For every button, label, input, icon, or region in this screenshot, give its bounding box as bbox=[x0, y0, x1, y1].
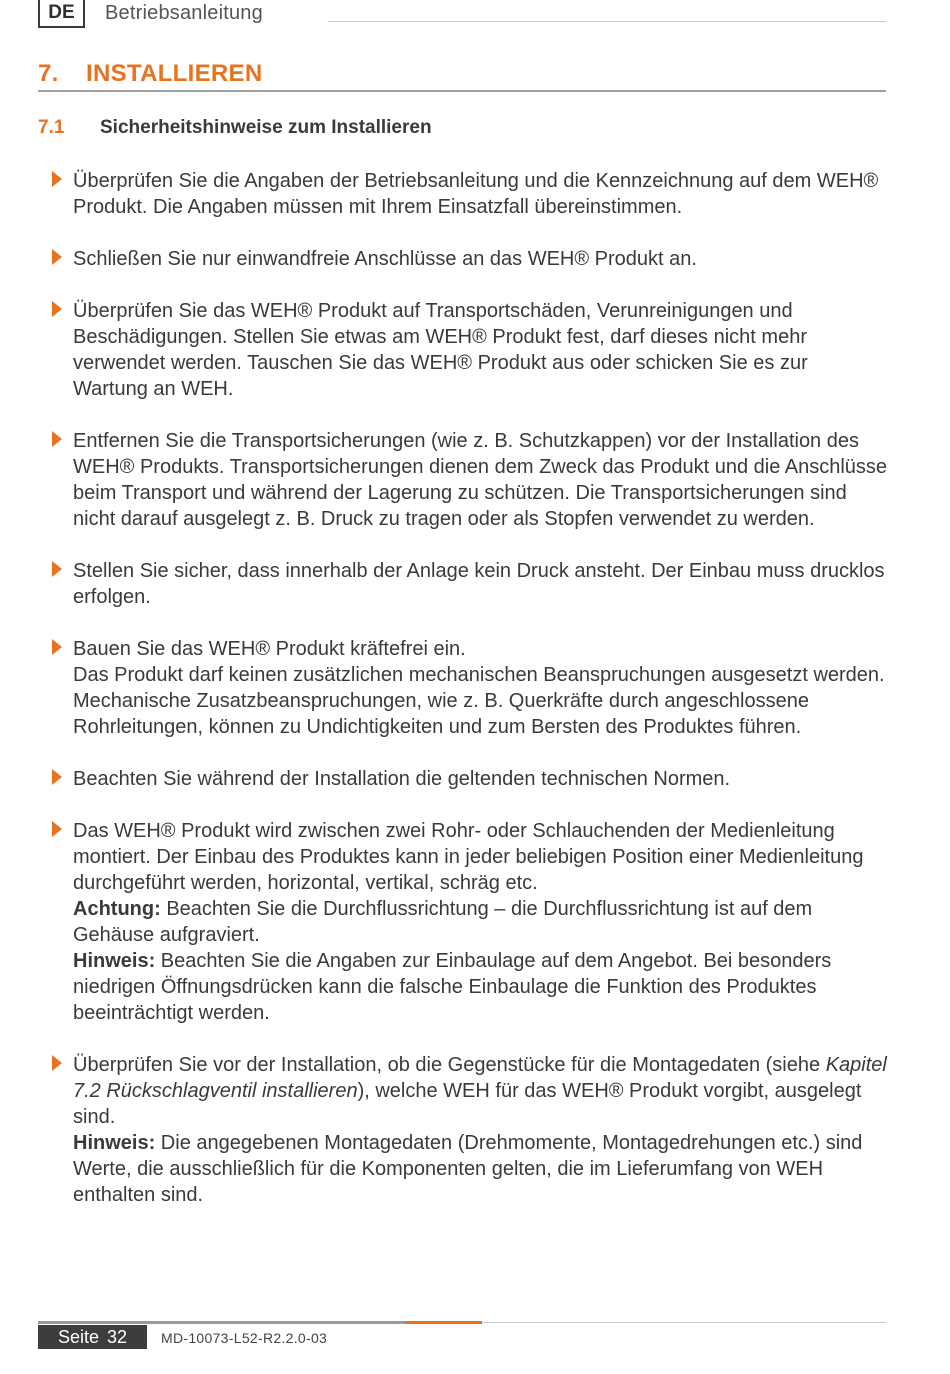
note-label: Achtung: bbox=[73, 898, 161, 920]
paragraph-text: Die angegebenen Montagedaten (Drehmomente, Montagedrehungen etc.) sind Werte, die ausschließlich für die Komponenten gelten, die im Lieferumfang von WEH enthalten sind. bbox=[73, 1132, 863, 1206]
list-item-paragraph bbox=[73, 1130, 888, 1208]
list-item bbox=[52, 1052, 888, 1208]
chapter-cross-reference: Kapitel 7.2 Rückschlagventil installieren bbox=[73, 1054, 887, 1102]
paragraph-text: Entfernen Sie die Transportsicherungen (wie z. B. Schutzkappen) vor der Installation des WEH® Produkts. Transportsicherungen dienen dem Zweck das Produkt und die Anschlüsse beim Transport und während der Lagerung zu schützen. Die Transportsicherungen sind nicht darauf ausgelegt z. B. Druck zu tragen oder als Stopfen verwendet zu werden. bbox=[73, 430, 888, 530]
triangle-bullet-icon bbox=[52, 431, 62, 447]
header-rule bbox=[328, 21, 886, 22]
chapter-number: 7. bbox=[38, 60, 59, 87]
paragraph-text: ), welche WEH für das WEH® Produkt vorgibt, ausgelegt sind. bbox=[73, 1080, 862, 1128]
paragraph-text: Stellen Sie sicher, dass innerhalb der Anlage kein Druck ansteht. Der Einbau muss drucklos erfolgen. bbox=[73, 560, 885, 608]
note-label: Hinweis: bbox=[73, 1132, 156, 1154]
list-item bbox=[52, 428, 888, 532]
paragraph-text: Schließen Sie nur einwandfreie Anschlüsse an das WEH® Produkt an. bbox=[73, 248, 697, 270]
section-title: Sicherheitshinweise zum Installieren bbox=[100, 117, 432, 138]
list-item-paragraph bbox=[73, 948, 888, 1026]
list-item-paragraph bbox=[73, 818, 888, 896]
list-item bbox=[52, 168, 888, 220]
paragraph-text: Überprüfen Sie vor der Installation, ob die Gegenstücke für die Montagedaten (siehe bbox=[73, 1054, 826, 1076]
list-item bbox=[52, 636, 888, 740]
paragraph-text: Beachten Sie während der Installation die geltenden technischen Normen. bbox=[73, 768, 731, 790]
page-label: Seite bbox=[57, 1326, 99, 1347]
page-header bbox=[38, 0, 886, 32]
document-code: MD-10073-L52-R2.2.0-03 bbox=[161, 1330, 328, 1346]
list-item-paragraph bbox=[73, 636, 888, 662]
list-item-paragraph bbox=[73, 298, 888, 402]
paragraph-text: Bauen Sie das WEH® Produkt kräftefrei ein. bbox=[73, 638, 466, 660]
paragraph-text: Beachten Sie die Angaben zur Einbaulage auf dem Angebot. Bei besonders niedrigen Öffnungsdrücken kann die falsche Einbaulage die Funktion des Produktes beeinträchtigt werden. bbox=[73, 950, 832, 1024]
list-item-paragraph bbox=[73, 662, 888, 740]
footer-rule-gray bbox=[38, 1321, 405, 1324]
triangle-bullet-icon bbox=[52, 171, 62, 187]
chapter-heading bbox=[38, 60, 886, 92]
page-number-box bbox=[38, 1325, 147, 1349]
section-number: 7.1 bbox=[38, 117, 65, 138]
language-badge: DE bbox=[38, 0, 85, 28]
footer-rule bbox=[482, 1322, 886, 1323]
chapter-title: INSTALLIEREN bbox=[86, 60, 263, 87]
triangle-bullet-icon bbox=[52, 769, 62, 785]
footer-rule-accent bbox=[405, 1321, 482, 1324]
page-footer bbox=[38, 1319, 886, 1351]
list-item-paragraph bbox=[73, 246, 888, 272]
list-item bbox=[52, 818, 888, 1026]
list-item bbox=[52, 246, 888, 272]
list-item bbox=[52, 558, 888, 610]
list-item-paragraph bbox=[73, 896, 888, 948]
paragraph-text: Überprüfen Sie das WEH® Produkt auf Transportschäden, Verunreinigungen und Beschädigungen. Stellen Sie etwas am WEH® Produkt fest, darf dieses nicht mehr verwendet werden. Tauschen Sie das WEH® Produkt aus oder schicken Sie es zur Wartung an WEH. bbox=[73, 300, 808, 400]
list-item-paragraph bbox=[73, 428, 888, 532]
document-type: Betriebsanleitung bbox=[105, 2, 263, 24]
list-item-paragraph bbox=[73, 1052, 888, 1130]
triangle-bullet-icon bbox=[52, 249, 62, 265]
triangle-bullet-icon bbox=[52, 639, 62, 655]
triangle-bullet-icon bbox=[52, 301, 62, 317]
paragraph-text: Das Produkt darf keinen zusätzlichen mechanischen Beanspruchungen ausgesetzt werden. Mechanische Zusatzbeanspruchungen, wie z. B. Querkräfte durch angeschlossene Rohrleitungen, können zu Undichtigkeiten und zum Bersten des Produktes führen. bbox=[73, 664, 885, 738]
list-item-paragraph bbox=[73, 168, 888, 220]
paragraph-text: Überprüfen Sie die Angaben der Betriebsanleitung und die Kennzeichnung auf dem WEH® Produkt. Die Angaben müssen mit Ihrem Einsatzfall übereinstimmen. bbox=[73, 170, 879, 218]
page-number: 32 bbox=[107, 1326, 128, 1347]
list-item bbox=[52, 766, 888, 792]
triangle-bullet-icon bbox=[52, 821, 62, 837]
triangle-bullet-icon bbox=[52, 561, 62, 577]
list-item-paragraph bbox=[73, 558, 888, 610]
list-item bbox=[52, 298, 888, 402]
triangle-bullet-icon bbox=[52, 1055, 62, 1071]
instruction-list bbox=[52, 168, 888, 1234]
paragraph-text: Beachten Sie die Durchflussrichtung – die Durchflussrichtung ist auf dem Gehäuse aufgraviert. bbox=[73, 898, 813, 946]
list-item-paragraph bbox=[73, 766, 888, 792]
note-label: Hinweis: bbox=[73, 950, 156, 972]
paragraph-text: Das WEH® Produkt wird zwischen zwei Rohr- oder Schlauchenden der Medienleitung montiert. Der Einbau des Produktes kann in jeder beliebigen Position einer Medienleitung durchgeführt werden, horizontal, vertikal, schräg etc. bbox=[73, 820, 864, 894]
